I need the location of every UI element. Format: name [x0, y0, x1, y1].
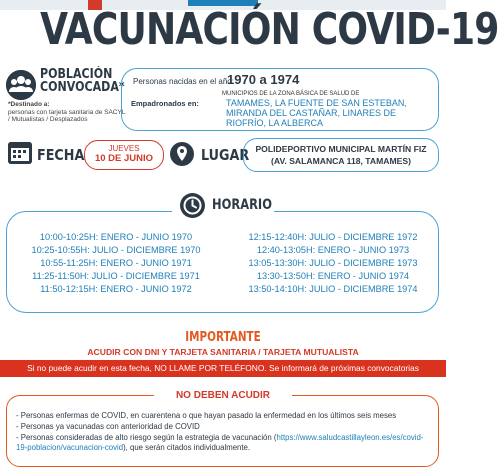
people-icon — [6, 70, 36, 100]
no-deben-title: NO DEBEN ACUDIR — [154, 388, 292, 404]
destinado-title: *Destinado a: — [8, 101, 50, 108]
schedule-item: 13:30-13:50H: ENERO - JUNIO 1974 — [256, 271, 410, 281]
page-title: VACUNACIÓN COVID-19 — [40, 4, 499, 55]
schedule-item: 12:15-12:40H: JULIO - DICIEMBRE 1972 — [248, 232, 418, 242]
schedule-item: 11:50-12:15H: ENERO - JUNIO 1972 — [40, 284, 192, 294]
schedule-item: 10:25-10:55H: JULIO - DICIEMBRE 1970 — [31, 245, 201, 255]
towns-list: TAMAMES, LA FUENTE DE SAN ESTEBAN, MIRANDA DEL CASTAÑAR, LINARES DE RIOFRÍO, LA ALBERCA — [226, 98, 407, 128]
poblacion-label — [40, 68, 125, 94]
schedule-left — [16, 231, 216, 296]
fecha-date: 10 DE JUNIO — [94, 153, 154, 164]
no-deben-item — [16, 433, 434, 455]
lugar-line1: POLIDEPORTIVO MUNICIPAL MARTÍN FIZ — [255, 144, 427, 154]
clock-icon — [180, 193, 205, 218]
fecha-box — [84, 140, 164, 170]
fecha-day: JUEVES — [108, 144, 140, 153]
phone-warning-banner: Si no puede acudir en esta fecha, NO LLAME POR TELÉFONO. Se informará de próximas convocatorias — [0, 360, 446, 377]
no-deben-item: - Personas ya vacunadas con anterioridad de COVID — [16, 421, 200, 431]
no-deben-list — [16, 411, 434, 454]
schedule-right — [228, 231, 438, 296]
birth-years: 1970 a 1974 — [227, 72, 300, 87]
no-deben-item3-pre: - Personas consideradas de alto riesgo según la estrategia de vacunación ( — [16, 432, 277, 442]
vaccination-strategy-link[interactable]: https://www.saludcastillayleon.es/es/covid-19-poblacion/vacunacion-covid — [16, 432, 424, 453]
nacidas-label: Personas nacidas en el año: — [133, 77, 234, 86]
lugar-line2: (AV. SALAMANCA 118, TAMAMES) — [271, 156, 411, 166]
lugar-label: LUGAR — [201, 146, 250, 164]
schedule-item: 13:05-13:30H: JULIO - DICIEMBRE 1973 — [248, 258, 418, 268]
schedule-item: 13:50-14:10H: JULIO - DICIEMBRE 1974 — [248, 284, 418, 294]
fecha-label: FECHA — [37, 146, 85, 164]
municipios-label: MUNICIPIOS DE LA ZONA BÁSICA DE SALUD DE — [222, 91, 360, 97]
no-deben-item: - Personas enfermas de COVID, en cuarentena o que hayan pasado la enfermedad en los últimos seis meses — [16, 411, 397, 420]
importante-title: IMPORTANTE — [185, 330, 261, 345]
empadronados-label: Empadronados en: — [131, 99, 199, 108]
schedule-item: 11:25-11:50H: JULIO - DICIEMBRE 1971 — [32, 271, 200, 281]
lugar-box — [243, 138, 439, 172]
schedule-item: 10:55-11:25H: ENERO - JUNIO 1971 — [40, 258, 192, 268]
importante-subtitle: ACUDIR CON DNI Y TARJETA SANITARIA / TARJETA MUTUALISTA — [87, 347, 359, 357]
schedule-item: 12:40-13:05H: ENERO - JUNIO 1973 — [256, 245, 410, 255]
calendar-icon — [8, 142, 32, 164]
horario-label: HORARIO — [212, 197, 272, 213]
population-box — [121, 68, 439, 131]
destinado-text: personas con tarjeta sanitaria de SACYL / Mutualistas / Desplazados — [8, 108, 126, 123]
location-pin-icon — [170, 142, 194, 166]
poblacion-label-line2: CONVOCADA* — [40, 80, 125, 95]
schedule-item: 10:00-10:25H: ENERO - JUNIO 1970 — [39, 232, 193, 242]
no-deben-item3-post: ), que serán citados individualmente. — [123, 443, 251, 453]
destinado-note — [8, 101, 126, 124]
poblacion-label-line1: POBLACIÓN — [40, 67, 113, 82]
